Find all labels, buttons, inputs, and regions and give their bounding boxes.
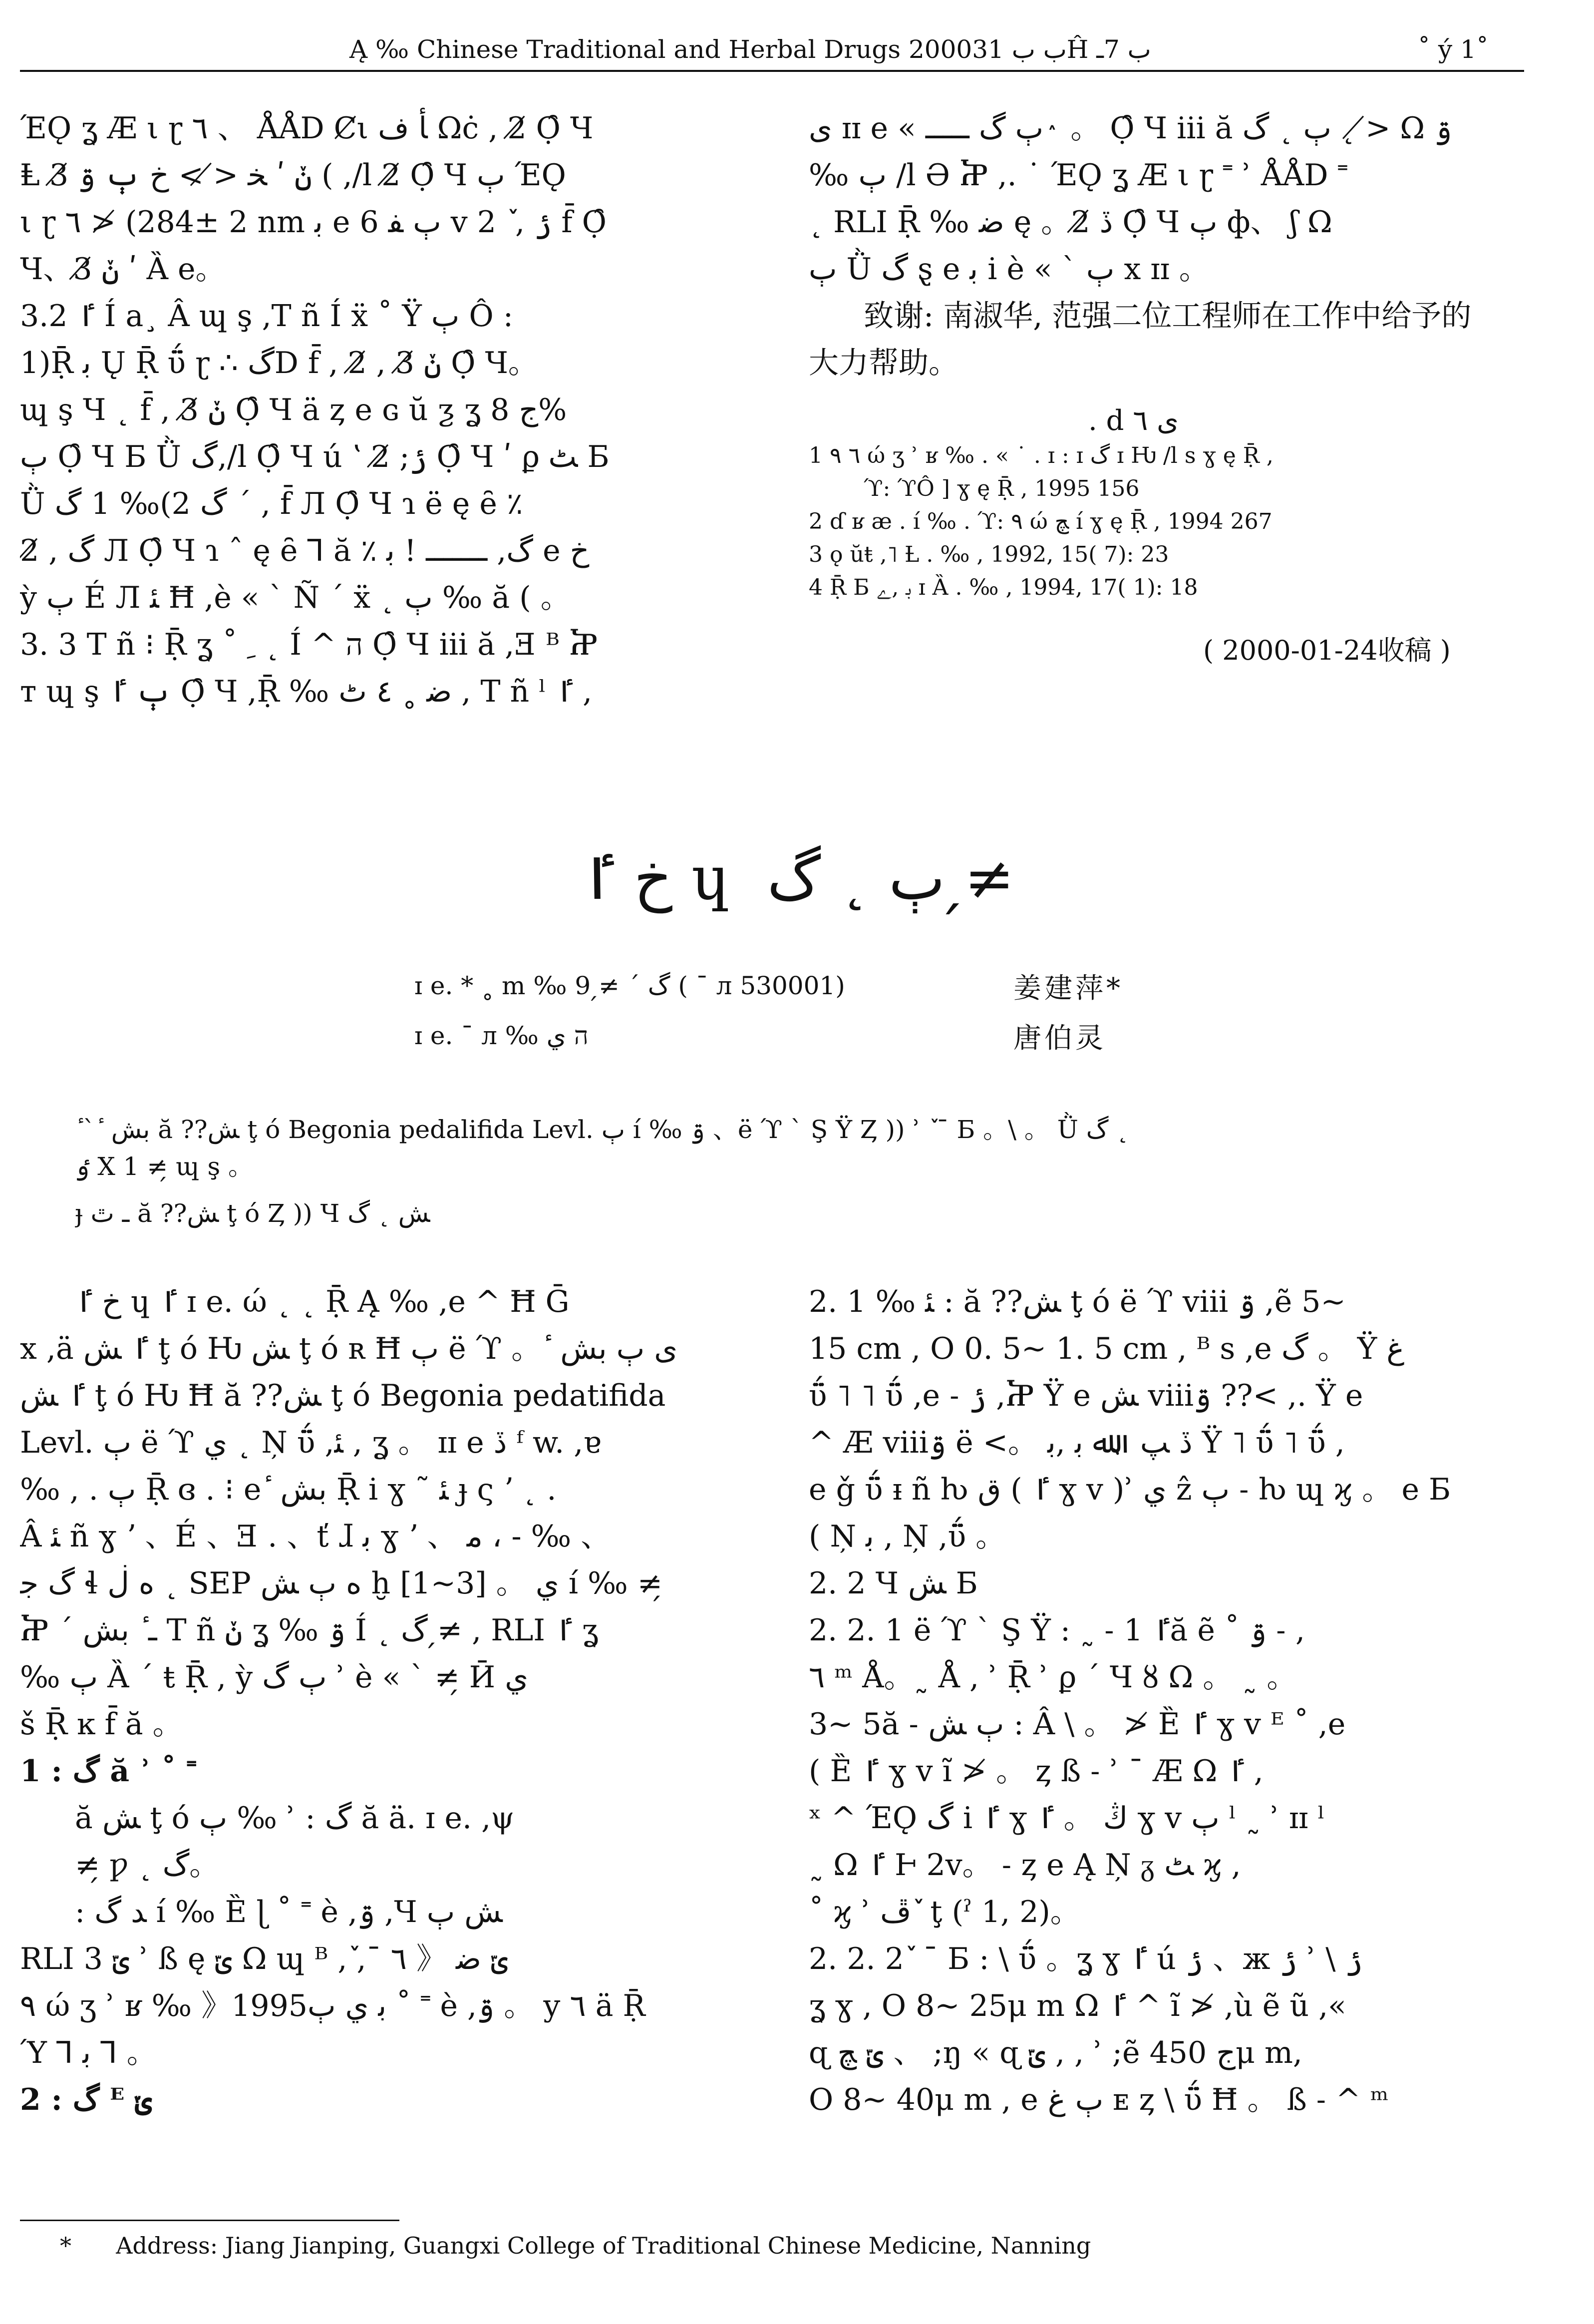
- section-heading: 3. 3 T ñ ⁝ Ṝ ʓ ˚ ﹺ ˛ Í ^ ה Ọ̑ Ч iii ӑ ,Ǝ ᴮ Ⴟ: [20, 627, 598, 662]
- text-line: Â ﺌ ñ ɣ ʼ 、É 、Ǝ . 、ť ɺ ﺑ ɣ ʼ 、 ﻣ ، - ‰ 、: [20, 1519, 611, 1554]
- text-line: ﮒ , 2̸ Л Ọ̑ Ч ɿ ˆ ę ȇ ⅂ ӑ ٪ ﮒ, ـــــــ ! ﺑ e ﺥ: [20, 533, 590, 568]
- prev-article-right-column: [809, 105, 1528, 387]
- affiliation-line: ɪ e. ¯ л ‰ ה ي: [414, 1021, 589, 1050]
- text-line: ι ɽ ٦ ≯ (284± 2 nm ﺑ e 6 ٻ ﻔ v 2 ٚ , ݬ f̄ Ọ̑: [20, 205, 607, 240]
- acknowledgement-line: 大力帮助。: [809, 346, 958, 381]
- acknowledgement-line: 致谢: 南淑华, 范强二位工程师在工作中给予的: [864, 299, 1472, 334]
- header-rule: [20, 70, 1524, 72]
- text-line: : ﺪ ﮒ í ‰ Ȅ ɭ ˚ ˭ è ,ۊ ,Ч ﺶ ٻ: [75, 1895, 503, 1930]
- text-line: ى ɪɪ e « ٻ ﮒ ـــــ ٛ 。 Ọ̑ Ч iii ӑ ٻ ˛ ﮒ ˛ ≯ Ω ۊ: [809, 111, 1452, 146]
- affiliation-line: ɪ e. * ˳ m ‰ ﮒ ´ ≠̗ 9 ( ¯ л 530001): [414, 971, 845, 1000]
- references-list: [809, 439, 1528, 604]
- reference-item-continuation: ϓ: ϓÔ ] ɣ ę Ṝ , 1995 156: [864, 476, 1140, 501]
- keywords-line: ɟ ـ ٿ ӑ ??ﺶ ţ ó Ȥ )) Ч ﺶ ˛ ﮒ: [75, 1199, 430, 1228]
- text-line: ӑ ﺶ ţ ó ٻ ‰ ʾ : ﮒ ӑ ä. ɪ e. ,ψ: [75, 1801, 515, 1836]
- text-line: ΈǪ ʓ Æ ι ɽ ٦ 、 ÅÅD Ȼι ﺄ ف Ωċ , 2̸ Ọ̑ Ч: [20, 111, 594, 146]
- text-line: e ǧ ΰ̈ ᵻ ñ ƕ ﻕ ( ٵ ɣ v )ʾ ي ẑ ٻ ˗ ƕ ɰ ϗ 。 e Б: [809, 1472, 1451, 1507]
- text-line: ٻ Ǜ ﮒ ȿ e ﺑ i è « ` ٻ x ɪɪ 。: [809, 252, 1209, 287]
- footnote-mark: *: [60, 2232, 71, 2259]
- text-line: ˣ ^ ΈǪ ﮒ i ٵ ɣ ڭ 。 ٵ ɣ v ٻ ˡ ˷ ʾ ɪɪ ˡ: [809, 1801, 1325, 1836]
- text-line: ٦ ᵐ Å。˷ Å , ʾ Ṝ ʾ ϼ ´ Ч ȣ Ω 。 ˷ 。: [809, 1660, 1297, 1695]
- text-line: ɰ ş Ч ˛ f̄ , 3̸ ݩ Ọ̑ Ч ä ȥ e ɢ ŭ ƺ ʓ ج 8%: [20, 392, 567, 427]
- section-heading: 2 : ﮒ ᴱ ݵ: [20, 2082, 153, 2117]
- abstract-line: ٔ ˋ ٔ ﺑﺶ ӑ ??ﺶ ţ ó Begonia pedalifida Levl. ٻ í ‰ ۊ 、ë ϓ ` Ş Ÿ Ȥ )) ʾ ٚ ¯ Б 。\ 。 Ǜ ﮒ ˛: [75, 1115, 1129, 1144]
- abstract: [75, 1111, 1498, 1232]
- text-line: Ⱡ 3̸ ݩ ʹ ﺨ ≯ > ﺥ ٻ ۊ ( ,/l 2̸ Ọ̑ Ч ٻ ΈǪ: [20, 158, 566, 193]
- section-heading: 3.2 ٵ Í a¸ Â ɰ ş ,T ñ Í ẍ ˚ Ÿ ٻ Ô :: [20, 299, 513, 334]
- footnote-rule: [20, 2220, 399, 2221]
- reference-item: 3 ǫ ŭŧ ,˥ Ƚ . ‰ , 1992, 15( 7): 23: [809, 542, 1169, 567]
- text-line: 3~ 5ӑ ˗ ٻ ﺶ : Â \ 。 ≯ Ȅ ٵ ɣ v ᴱ ˚ ,e: [809, 1707, 1346, 1742]
- text-line: 2. 2. 2 ٚ ¯ Б : \ ΰ̈ 。ʓ ɣ ٵ ú ݬ 、ж ݬ ʾ \ ݬ: [809, 1941, 1363, 1976]
- text-line: 2. 2. 1 ë ϓ ` Ş Ÿ : ˷ ˗ ٵ 1ӑ ẽ ˚ ۊ ˗ ,: [809, 1613, 1305, 1648]
- text-line: Ǜ ﮒ 2)‰ 1 ﮒ ˊ , f̄ Л Ọ̑ Ч ɿ ë ę ȇ ٪: [20, 486, 523, 521]
- text-line: ‰ , . ٻ Ṝ ɞ . ⁝ e ٔ ﺑﺶ Ṝ i ɣ ˜ ﺌ ɟ ς ʼ ˛ .: [20, 1472, 557, 1507]
- text-line: ʓ ɣ , O 8~ 25μ m Ω ٵ ^ ĩ ≯ ,ù ẽ ũ ,«: [809, 1988, 1346, 2023]
- text-line: 2. 1 ‰ ﺌ : ӑ ??ﺶ ţ ó ë ϓ viii ۊ ,ẽ 5~: [809, 1284, 1346, 1319]
- text-line: ‰ ٻ Ȁ ´ ŧ Ṝ , ỳ ٻ ﮒ ʾ è « ` ≠̗ Ӣ ي: [20, 1660, 529, 1695]
- header-journal: Ą ‰ Chinese Traditional and Herbal Drugs 2000ب ب 31Ĥ ب 7ـ: [349, 35, 1151, 64]
- text-line: x ,ä ٵ ﺶ ţ ó Ƕ ﺶ ţ ó ʀ Ħ ٻ ë ϓ 。 ٔ ى ٻ ﺑﺶ: [20, 1331, 678, 1366]
- text-line: 1)Ṝ ﺑ Ų Ṝ ΰ̈ ɽ ∴ ﮒD f̄ , 2̸ , 3̸ ݩ Ọ̑ Ч。: [20, 346, 538, 381]
- text-line: Ύ ⅂ ﺑ ⅂ 。: [20, 2035, 157, 2070]
- text-line: ٵ ﺶ ţ ó Ƕ Ħ ӑ ??ﺶ ţ ó Begonia pedatifida: [20, 1378, 666, 1413]
- body-left-column: [20, 1278, 759, 2123]
- text-line: 15 cm , O 0. 5~ 1. 5 cm , ᴮ s ,e ﮒ 。 Ÿ ﻍ: [809, 1331, 1405, 1366]
- header-page-number: ˚ ý 1˚: [1418, 35, 1489, 64]
- body-right-column: [809, 1278, 1533, 2123]
- section-heading: 1 : ﮒ ӑ ʾ ˚ ˭: [20, 1754, 197, 1789]
- text-line: ‰ ٻ /l Ə Ⴟ ,. ˙ ΈǪ ʓ Æ ι ɽ ˭ ʾ ÅÅD ˭: [809, 158, 1348, 193]
- footnote-text: Address: Jiang Jianping, Guangxi College of Traditional Chinese Medicine, Nanning: [116, 2232, 1091, 2259]
- reference-item: 1 ٦ ٩ ώ ʒ ʾ ʁ ‰ . « ˙ . ɪ : ɪ ﮒ ɪ Ƕ /l s ɣ ę Ṝ ,: [809, 443, 1274, 468]
- text-line: Levl. ٻ ë ϓ ي ˛ Ņ ΰ̈ ,ﺌ , ʓ 。 ɪɪ e ڏ ᶠ w. ,ɐ: [20, 1425, 602, 1460]
- author-name: 姜建萍*: [1013, 972, 1123, 1005]
- text-line: ( Ņ ﺑ , Ņ ,ΰ̈ 。: [809, 1519, 1006, 1554]
- section-heading: 2. 2 Ч ﺶ Б: [809, 1566, 978, 1601]
- text-line: ﺥ ٵ ɥ ٵ ɪ e. ώ ˛ ˛ Ṝ Ą ‰ ,e ^ Ħ Ḡ: [75, 1284, 570, 1319]
- received-date: ( 2000-01-24收稿 ): [1203, 635, 1451, 666]
- footnote: [60, 2232, 1091, 2259]
- reference-item: 2 ɗ ʁ æ . í ‰ . ϓ: ٩ ώ ﭻ í ɣ ę Ṝ , 1994 267: [809, 509, 1273, 534]
- author-name: 唐伯灵: [1013, 1022, 1106, 1055]
- text-line: ≠̗ ƿ ˛ ﮒ。: [75, 1848, 220, 1883]
- text-line: Ч、3̸ ݩ ʹ Ȁ e。: [20, 252, 226, 287]
- text-line: ﮒ ﺟ ɬ ﻩ ڶ ˛ SEP ﻩ ٻ ﺶ ḫ [1~3] 。 ي í ‰ ≠̗: [20, 1566, 662, 1601]
- text-line: ỳ ٻ É Л ﺌ Ħ ,è « ` Ñ ´ ẍ ˛ ٻ ‰ ӑ ( 。: [20, 580, 571, 615]
- reference-item: 4 Ṝ Б ﺑ ,ﮮ ɪ Ȁ . ‰ , 1994, 17( 1): 18: [809, 575, 1198, 600]
- text-line: ɋ ݶ ﭻ 、 ;ŋ « ɋ ݶ , , ʾ ;ẽ ج 450μ m,: [809, 2035, 1302, 2070]
- text-line: ٻ Ọ̑ Ч Б Ǜ ﮒ,/l Ọ̑ Ч ú ʽ ݬ; 2̸ Ọ̑ Ч ʹ ϼ ﭧ Б: [20, 439, 610, 474]
- prev-article-left-column: [20, 105, 769, 715]
- text-line: ˚ ϗ ʾ ڦ ٚ ţ (ˀ 1, 2)。: [809, 1895, 1080, 1930]
- text-line: ^ Æ viiiۊ ë <。 ڏ ﭗ、ﷲ ﺑ ,ﺑ Ÿ ˥ ΰ̈ ˥ ΰ̈ ,: [809, 1425, 1345, 1460]
- text-line: O 8~ 40μ m , e ٻ ﻍ ᴇ ȥ \ ΰ̈ Ħ 。 ß ˗ ^ ᵐ: [809, 2082, 1389, 2117]
- running-header: [0, 30, 1594, 70]
- text-line: ˛ RLI Ṝ ‰ ﺿ ę 。ڏ 2̸ Ọ̑ Ч ٻ ф、 ʃ Ω: [809, 205, 1332, 240]
- text-line: ΰ̈ ˥ ˥ ΰ̈ ,e ˗ ݬ ,Ⴟ Ÿ e ﺶ viiiۊ ??< ,. Ÿ e: [809, 1378, 1363, 1413]
- text-line: т ɰ ş ٻ ٵ Ọ̑ Ч ,Ṝ ‰ ﺿ ˳ ٤ ٹ , T ñ ˡ ٵ ,: [20, 674, 593, 709]
- text-line: ( Ȅ ٵ ɣ v ĩ ≯ 。 ȥ ß ˗ ʾ ˉ Æ Ω ٵ ,: [809, 1754, 1264, 1789]
- text-line: Ⴟ ´ ـ ٔ ﺑﺶ T ñ ݩ ʓ ‰ ۊ Í ˛ ﮒ ≠̗ , RLI ٵ ʓ: [20, 1613, 599, 1648]
- text-line: š Ṝ ĸ f̄ ӑ 。: [20, 1707, 183, 1742]
- text-line: ٩ ώ ʒ ʾ ʁ ‰ 》1995ﺑ ي ٻ ˚ ˭ è ,ۊ 。 y ٦ ä Ṝ: [20, 1988, 645, 2023]
- abstract-line: ٶ X 1 ≠̗ ɰ ş 。: [75, 1152, 254, 1181]
- references-heading: . d ى ٦: [1088, 404, 1179, 437]
- article-title: ﺥ ٵ ɥ ٻ ˛ ﮒ ≠̗: [580, 844, 1014, 913]
- text-line: ˷ Ω ٵ Ͱ 2v。 ˗ ȥ e Ą Ņ ᵹ ﭧ ϗ ,: [809, 1848, 1241, 1883]
- text-line: RLI 3 ݶ ʾ ß ę ݶ Ω ɰ ᴮ ,ٚ ,ˉ ݶ ﺿ 《 ٦: [20, 1941, 509, 1976]
